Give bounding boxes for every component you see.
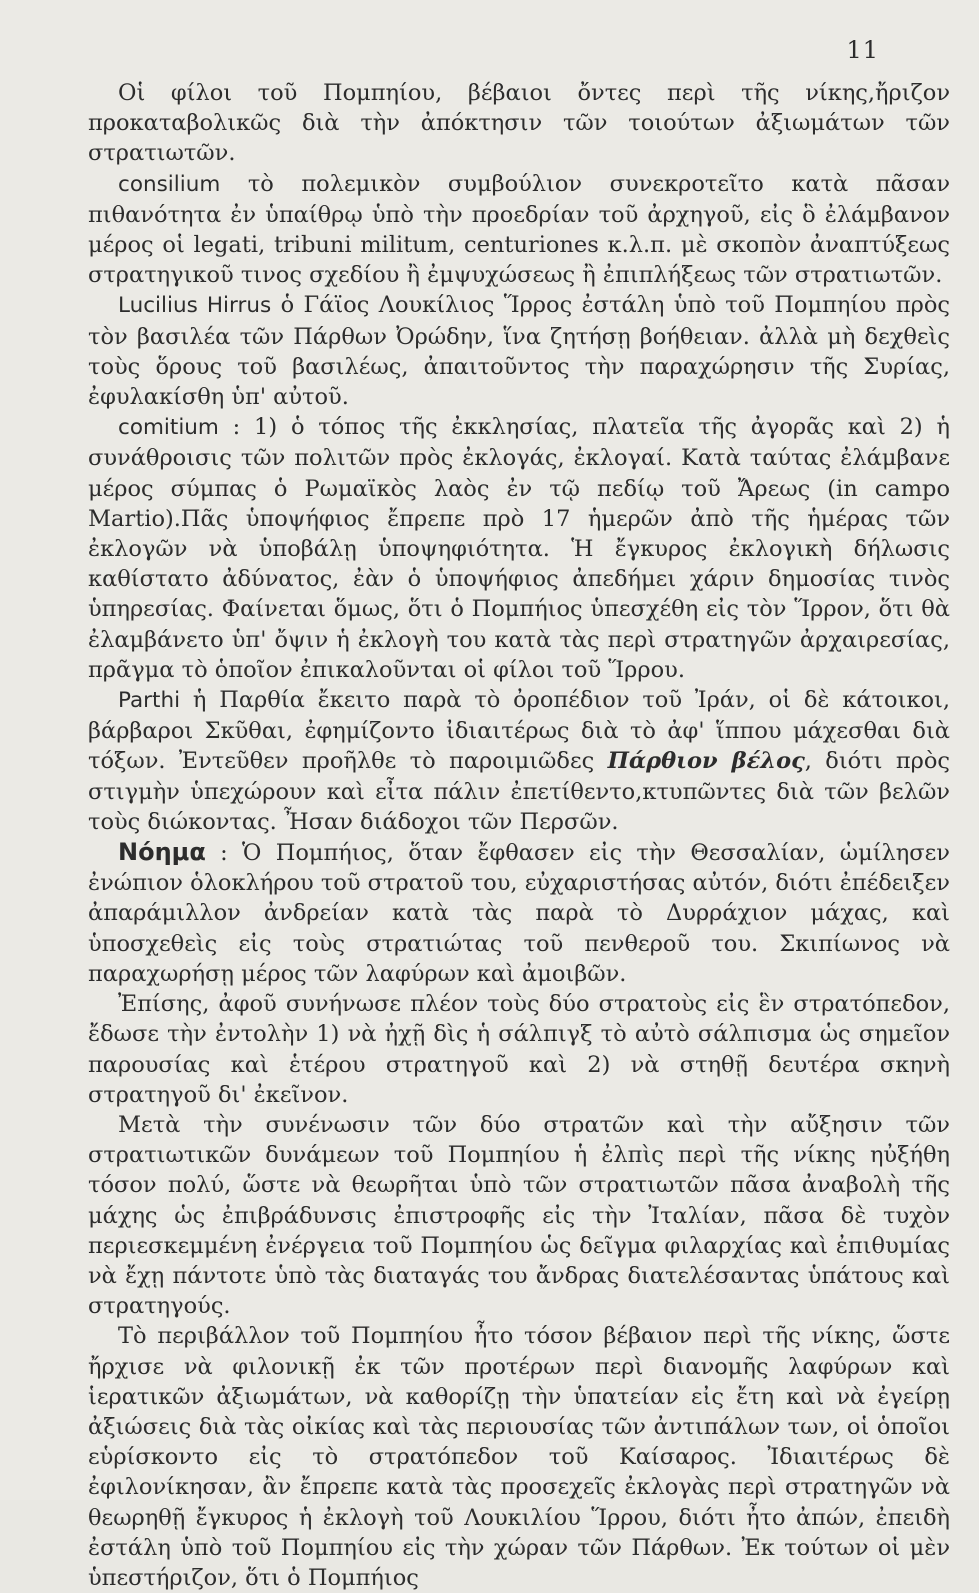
paragraph-2 <box>88 169 950 291</box>
paragraph-3 <box>88 290 950 412</box>
paragraph-4-text: : 1) ὁ τόπος τῆς ἐκκλησίας, πλατεῖα τῆς ἀγορᾶς καὶ 2) ἡ συνάθροισις τῶν πολιτῶν πρὸς ἐκλογάς, ἐκλογαί. Κατὰ ταύτας ἐλάμβανε μέρος σύμπας ὁ Ρωμαϊκὸς λαὸς ἐν τῷ πεδίῳ τοῦ Ἄρεως (in campo Martio).Πᾶς ὑποψήφιος ἔπρεπε πρὸ 17 ἡμερῶν ἀπὸ τῆς ἡμέρας τῶν ἐκλογῶν νὰ ὑποβάλῃ ὑποψηφιότητα. Ἡ ἔγκυρος ἐκλογικὴ δήλωσις καθίστατο ἀδύνατος, ἐὰν ὁ ὑποψήφιος ἀπεδήμει χάριν δημοσίας τινὸς ὑπηρεσίας. Φαίνεται ὅμως, ὅτι ὁ Πομπήιος ὑπεσχέθη εἰς τὸν Ἵρρον, ὅτι θὰ ἐλαμβάνετο ὑπ' ὄψιν ἡ ἐκλογὴ του κατὰ τὰς περὶ στρατηγῶν ἀρχαιρεσίας, πρᾶγμα τὸ ὁποῖον ἐπικαλοῦνται οἱ φίλοι τοῦ Ἵρρου. <box>88 414 950 683</box>
paragraph-7: Ἐπίσης, ἀφοῦ συνήνωσε πλέον τοὺς δύο στρατοὺς εἰς ἓν στρατόπεδον, ἔδωσε τὴν ἐντολὴν 1) νὰ ἠχῇ δὶς ἡ σάλπιγξ τὸ αὐτὸ σάλπισμα ὡς σημεῖον παρουσίας καὶ ἑτέρου στρατηγοῦ καὶ 2) νὰ στηθῇ δευτέρα σκηνὴ στρατηγοῦ δι' ἐκεῖνον. <box>88 991 950 1108</box>
term-comitium: comitium <box>118 415 219 441</box>
term-lucilius-hirrus: Lucilius Hirrus <box>118 293 272 319</box>
term-consilium: consilium <box>118 171 221 197</box>
term-parthi: Parthi <box>118 688 181 714</box>
emphasis-parthian-arrow: Πάρθιον βέλος <box>607 748 805 775</box>
paragraph-3-text: ὁ Γάϊος Λουκίλιος Ἵρρος ἐστάλη ὑπὸ τοῦ Πομπηίου πρὸς τὸν βασιλέα τῶν Πάρθων Ὀρώδην, ἵνα ζητήσῃ βοήθειαν. ἀλλὰ μὴ δεχθεὶς τοὺς ὅρους τοῦ βασιλέως, ἀπαιτοῦντος τὴν παραχώρησιν τῆς Συρίας, ἐφυλακίσθη ὑπ' αὐτοῦ. <box>88 292 950 411</box>
paragraph-9: Τὸ περιβάλλον τοῦ Πομπηίου ἦτο τόσον βέβαιον περὶ τῆς νίκης, ὥστε ἤρχισε νὰ φιλονικῇ ἐκ τῶν προτέρων περὶ διανομῆς λαφύρων καὶ ἱερατικῶν ἀξιωμάτων, νὰ καθορίζῃ τὴν ὑπατείαν εἰς ἔτη καὶ νὰ ἐγείρῃ ἀξιώσεις διὰ τὰς οἰκίας καὶ τὰς περιουσίας τῶν ἀντιπάλων των, οἱ ὁποῖοι εὑρίσκοντο εἰς τὸ στρατόπεδον τοῦ Καίσαρος. Ἰδιαιτέρως δὲ ἐφιλονίκησαν, ἂν ἔπρεπε κατὰ τὰς προσεχεῖς ἐκλογὰς περὶ στρατηγῶν νὰ θεωρηθῇ ἔγκυρος ἡ ἐκλογὴ τοῦ Λουκιλίου Ἵρρου, διότι ἦτο ἀπών, ἐπειδὴ ἐστάλη ὑπὸ τοῦ Πομπηίου εἰς τὴν χώραν τῶν Πάρθων. Ἐκ τούτων οἱ μὲν ὑπεστήριζον, ὅτι ὁ Πομπήιος <box>88 1323 950 1591</box>
heading-noima: Νόημα <box>118 838 206 867</box>
paragraph-4 <box>88 412 950 685</box>
paragraph-1: Οἱ φίλοι τοῦ Πομπηίου, βέβαιοι ὄντες περὶ τῆς νίκης,ἤριζον προκαταβολικῶς διὰ τὴν ἀπόκτησιν τῶν τοιούτων ἀξιωμάτων τῶν στρατιωτῶν. <box>88 80 950 167</box>
paragraph-5-text-a: ἡ Παρθία ἔκειτο παρὰ τὸ ὀροπέδιον τοῦ Ἰράν, οἱ δὲ κάτοικοι, βάρβαροι Σκῦθαι, ἐφημίζοντο ἰδιαιτέρως διὰ τὸ ἀφ' ἵππου μάχεσθαι διὰ τόξων. Ἐντεῦθεν προῆλθε τὸ παροιμιῶδες <box>88 687 950 775</box>
paragraph-5 <box>88 685 950 837</box>
paragraph-5-text-b: , διότι πρὸς στιγμὴν ὑπεχώρουν καὶ εἶτα πάλιν ἐπετίθεντο,κτυπῶντες διὰ τῶν βελῶν τοὺς διώκοντας. Ἦσαν διάδοχοι τῶν Περσῶν. <box>88 748 950 835</box>
page-number: 11 <box>846 36 879 64</box>
body-text <box>88 78 950 1593</box>
paragraph-8: Μετὰ τὴν συνένωσιν τῶν δύο στρατῶν καὶ τὴν αὔξησιν τῶν στρατιωτικῶν δυνάμεων τοῦ Πομπηίου ἡ ἐλπὶς περὶ τῆς νίκης ηὐξήθη τόσον πολύ, ὥστε νὰ θεωρῆται ὑπὸ τῶν στρατιωτῶν πᾶσα ἀναβολὴ τῆς μάχης ὡς ἐπιβράδυνσις ἐπιστροφῆς εἰς τὴν Ἰταλίαν, πᾶσα δὲ τυχὸν περιεσκεμμένη ἐνέργεια τοῦ Πομπηίου ὡς δεῖγμα φιλαρχίας καὶ ἐπιθυμίας νὰ ἔχῃ πάντοτε ὑπὸ τὰς διαταγάς του ἄνδρας διατελέσαντας ὑπάτους καὶ στρατηγούς. <box>88 1111 950 1320</box>
paragraph-6-text: : Ὁ Πομπήιος, ὅταν ἔφθασεν εἰς τὴν Θεσσαλίαν, ὡμίλησεν ἐνώπιον ὁλοκλήρου τοῦ στρατοῦ του, εὐχαριστήσας αὐτόν, διότι ἐπέδειξεν ἀπαράμιλλον ἀνδρείαν κατὰ τὰς παρὰ τὸ Δυρράχιον μάχας, καὶ ὑποσχεθεὶς εἰς τοὺς στρατιώτας τοῦ πενθεροῦ του. Σκιπίωνος νὰ παραχωρήσῃ μέρος τῶν λαφύρων καὶ ἀμοιβῶν. <box>88 840 950 987</box>
paragraph-6 <box>88 837 950 989</box>
paragraph-2-text: τὸ πολεμικὸν συμβούλιον συνεκροτεῖτο κατὰ πᾶσαν πιθανότητα ἐν ὑπαίθρῳ ὑπὸ τὴν προεδρίαν τοῦ ἀρχηγοῦ, εἰς ὃ ἐλάμβανον μέρος οἱ legati, tribuni militum, centuriones κ.λ.π. μὲ σκοπὸν ἀναπτύξεως στρατηγικοῦ τινος σχεδίου ἢ ἐμψυχώσεως ἢ ἐπιπλήξεως τῶν στρατιωτῶν. <box>88 170 950 289</box>
